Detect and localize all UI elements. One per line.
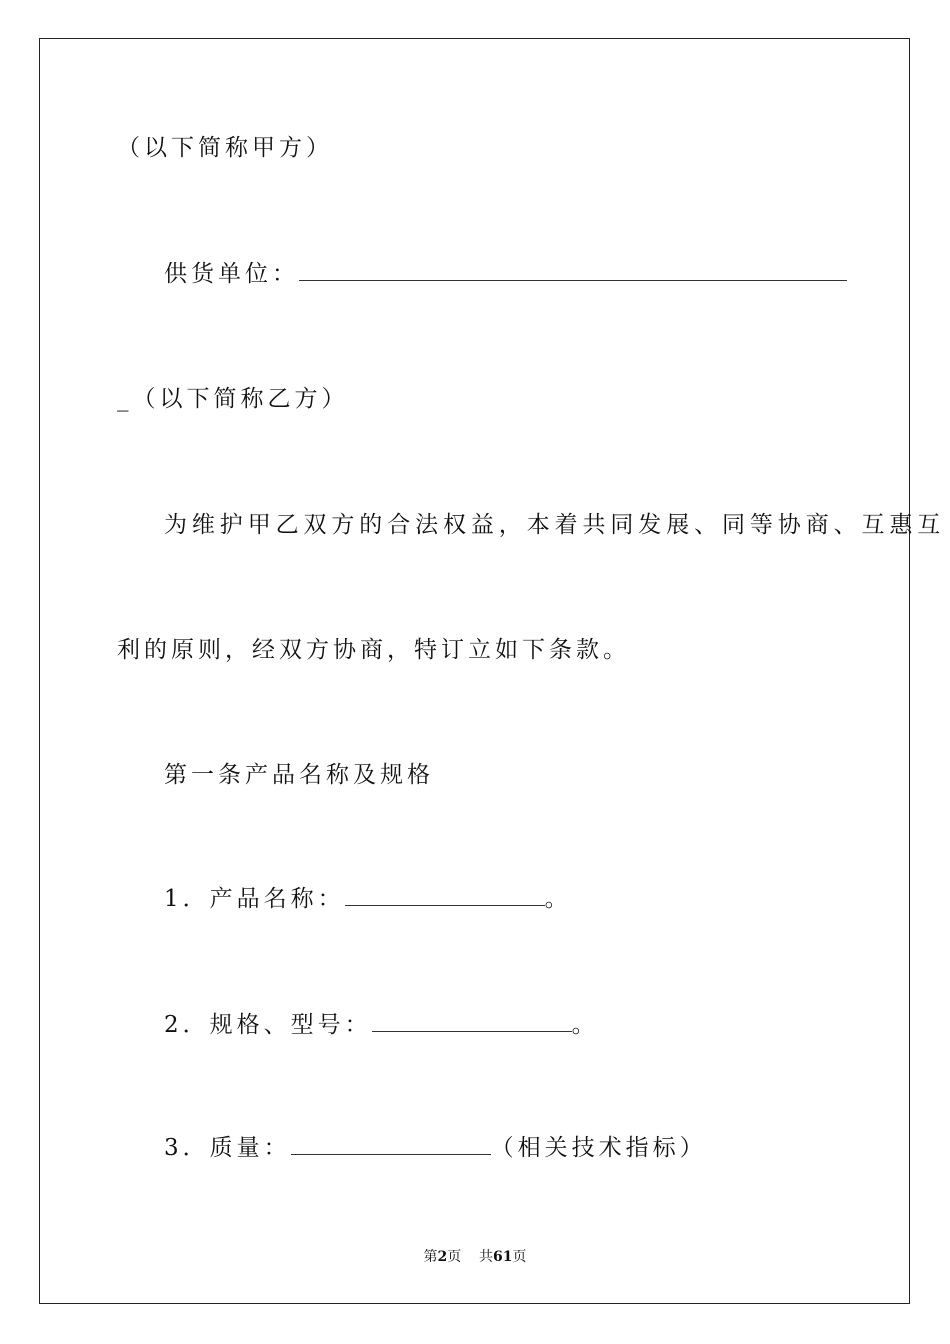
model-blank[interactable] <box>372 1011 572 1032</box>
item-1-label: 1．产品名称： <box>164 886 345 912</box>
footer-total-pages: 61 <box>493 1249 513 1265</box>
footer-total-prefix: 共 <box>479 1249 494 1265</box>
supplier-line <box>164 259 847 289</box>
item-2-line <box>164 1010 599 1040</box>
footer-page-number: 2 <box>437 1249 448 1265</box>
footer-page-unit: 页 <box>447 1249 462 1265</box>
supplier-blank[interactable] <box>299 260 847 281</box>
item-3-end: （相关技术指标） <box>490 1135 707 1161</box>
party-b-note-line <box>117 384 349 414</box>
intro-paragraph-line-2: 利的原则，经双方协商，特订立如下条款。 <box>117 637 630 663</box>
item-3-label: 3．质量： <box>164 1135 291 1161</box>
footer-prefix: 第 <box>423 1249 438 1265</box>
quality-blank[interactable] <box>291 1134 491 1155</box>
party-b-underscore: _ <box>117 386 133 412</box>
page-footer <box>0 1248 950 1266</box>
item-2-end: 。 <box>571 1012 599 1038</box>
item-1-end: 。 <box>544 886 572 912</box>
party-b-note: （以下简称乙方） <box>132 386 349 412</box>
article-1-title: 第一条产品名称及规格 <box>164 762 434 788</box>
page-frame <box>39 38 910 1304</box>
item-3-line <box>164 1133 707 1163</box>
footer-total-unit: 页 <box>512 1249 527 1265</box>
party-a-note: （以下简称甲方） <box>117 135 333 161</box>
item-1-line <box>164 884 572 914</box>
item-2-label: 2．规格、型号： <box>164 1012 372 1038</box>
product-name-blank[interactable] <box>345 885 545 906</box>
supplier-label: 供货单位： <box>164 261 299 287</box>
intro-paragraph-line-1: 为维护甲乙双方的合法权益，本着共同发展、同等协商、互惠互 <box>164 512 946 538</box>
